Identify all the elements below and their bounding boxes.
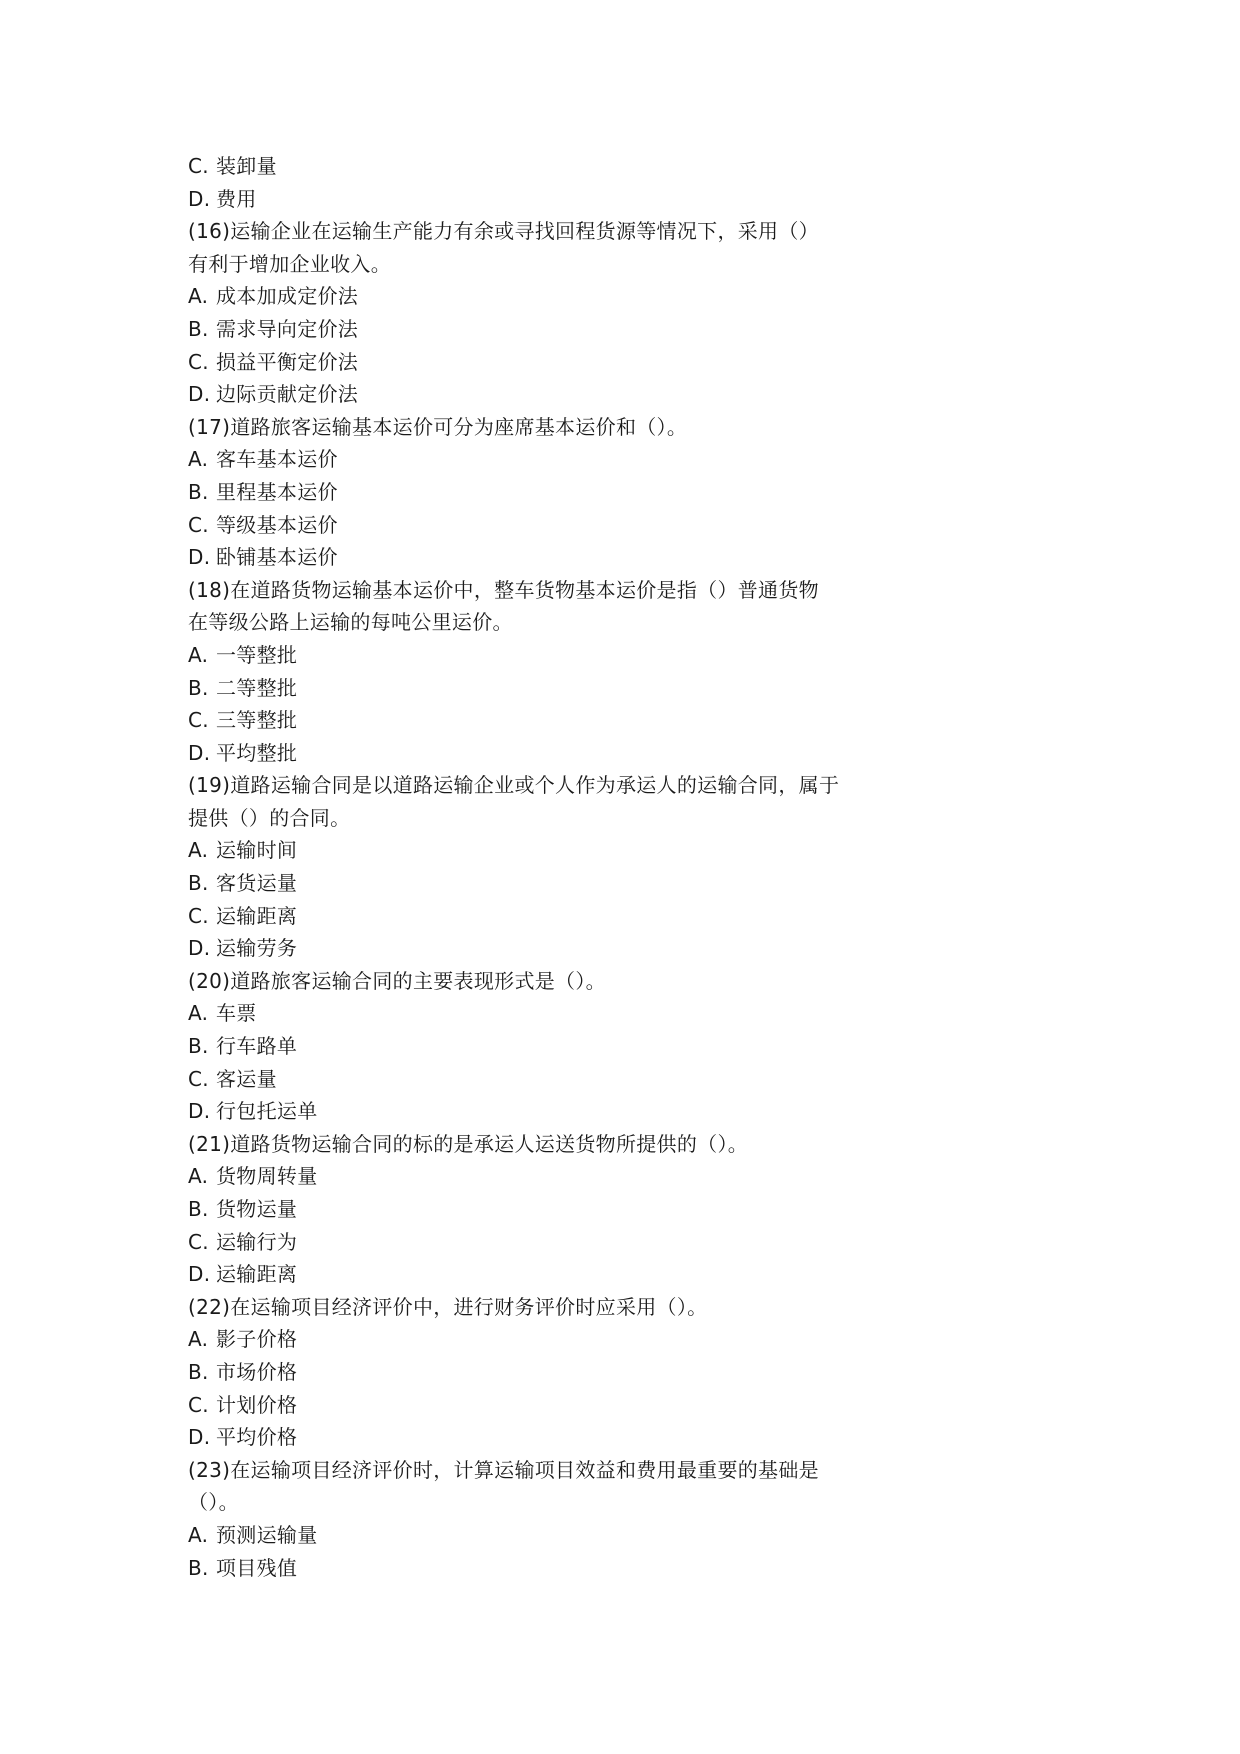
option-text: 卧铺基本运价 [216, 545, 338, 570]
answer-option [188, 443, 908, 476]
answer-option [188, 313, 908, 346]
question-text: (21)道路货物运输合同的标的是承运人运送货物所提供的（）。 [188, 1131, 749, 1156]
answer-option [188, 1389, 908, 1422]
option-text: 边际贡献定价法 [216, 382, 359, 407]
option-letter: B. [188, 1197, 209, 1221]
option-text: 三等整批 [216, 708, 298, 733]
question-text: (16)运输企业在运输生产能力有余或寻找回程货源等情况下，采用（） [188, 219, 819, 244]
answer-option [188, 704, 908, 737]
question-text: (23)在运输项目经济评价时，计算运输项目效益和费用最重要的基础是 [188, 1457, 819, 1482]
option-letter: C. [188, 1229, 209, 1254]
question-text: (22)在运输项目经济评价中，进行财务评价时应采用（）。 [188, 1294, 708, 1319]
option-text: 行车路单 [216, 1034, 298, 1059]
answer-option [188, 541, 908, 574]
question-text: (19)道路运输合同是以道路运输企业或个人作为承运人的运输合同，属于 [188, 773, 840, 798]
answer-option [188, 834, 908, 867]
answer-option [188, 1095, 908, 1128]
option-letter: C. [188, 708, 209, 733]
option-letter: A. [188, 1522, 209, 1547]
option-letter: D. [188, 545, 211, 570]
option-text: 装卸量 [216, 154, 277, 178]
answer-option [188, 1030, 908, 1063]
document-page [188, 150, 908, 1584]
option-text: 运输距离 [216, 1262, 298, 1287]
answer-option [188, 346, 908, 379]
option-text: 二等整批 [216, 675, 298, 700]
option-text: 客运量 [216, 1066, 277, 1091]
answer-option [188, 737, 908, 770]
option-text: 成本加成定价法 [216, 284, 359, 309]
option-letter: D. [188, 1262, 211, 1287]
answer-option [188, 476, 908, 509]
option-text: 客车基本运价 [216, 447, 338, 472]
answer-option [188, 1226, 908, 1259]
option-text: 需求导向定价法 [216, 316, 359, 341]
option-text: 费用 [216, 186, 257, 211]
option-text: 平均价格 [216, 1425, 298, 1450]
answer-option [188, 1421, 908, 1454]
option-letter: D. [188, 186, 211, 211]
option-letter: B. [188, 316, 209, 341]
option-letter: B. [188, 479, 209, 504]
option-letter: A. [188, 1001, 209, 1026]
option-text: 影子价格 [216, 1327, 298, 1352]
option-letter: C. [188, 1066, 209, 1091]
option-letter: D. [188, 740, 211, 765]
option-text: 货物运量 [216, 1197, 298, 1221]
option-letter: D. [188, 936, 211, 961]
option-letter: A. [188, 284, 209, 309]
answer-option [188, 509, 908, 542]
answer-option [188, 1193, 908, 1226]
option-text: 损益平衡定价法 [216, 349, 359, 374]
question-text: 有利于增加企业收入。 [188, 251, 391, 276]
answer-option [188, 1519, 908, 1552]
question-text: （）。 [188, 1490, 239, 1515]
answer-option [188, 867, 908, 900]
answer-option [188, 1323, 908, 1356]
option-letter: C. [188, 512, 209, 537]
option-text: 等级基本运价 [216, 512, 338, 537]
option-text: 运输行为 [216, 1229, 298, 1254]
option-letter: B. [188, 1034, 209, 1059]
option-letter: D. [188, 1099, 211, 1124]
answer-option [188, 378, 908, 411]
answer-option [188, 1063, 908, 1096]
option-text: 一等整批 [216, 642, 298, 667]
answer-option [188, 932, 908, 965]
option-letter: C. [188, 1392, 209, 1417]
option-letter: B. [188, 675, 209, 700]
option-text: 平均整批 [216, 740, 298, 765]
option-letter: B. [188, 871, 209, 896]
answer-option [188, 997, 908, 1030]
option-text: 里程基本运价 [216, 479, 338, 504]
option-letter: D. [188, 382, 211, 407]
option-letter: A. [188, 1164, 209, 1189]
option-letter: B. [188, 1555, 209, 1580]
question-text: 在等级公路上运输的每吨公里运价。 [188, 610, 513, 635]
question-text: 提供（）的合同。 [188, 805, 351, 830]
option-text: 项目残值 [216, 1555, 298, 1580]
option-text: 预测运输量 [216, 1522, 318, 1547]
option-letter: C. [188, 349, 209, 374]
option-letter: C. [188, 903, 209, 928]
question-text: (20)道路旅客运输合同的主要表现形式是（）。 [188, 968, 606, 993]
option-text: 市场价格 [216, 1359, 298, 1384]
answer-option [188, 900, 908, 933]
answer-option [188, 1258, 908, 1291]
answer-option [188, 639, 908, 672]
option-letter: A. [188, 1327, 209, 1352]
option-letter: A. [188, 447, 209, 472]
option-text: 运输距离 [216, 903, 298, 928]
option-text: 运输劳务 [216, 936, 298, 961]
answer-option [188, 1356, 908, 1389]
answer-option [188, 1160, 908, 1193]
question-text: (18)在道路货物运输基本运价中，整车货物基本运价是指（）普通货物 [188, 577, 819, 602]
question-text: (17)道路旅客运输基本运价可分为座席基本运价和（）。 [188, 414, 688, 439]
answer-option [188, 672, 908, 705]
option-letter: D. [188, 1425, 211, 1450]
option-text: 计划价格 [216, 1392, 298, 1417]
answer-option [188, 280, 908, 313]
option-letter: A. [188, 642, 209, 667]
option-letter: B. [188, 1359, 209, 1384]
answer-option [188, 150, 908, 183]
option-letter: C. [188, 154, 209, 178]
option-text: 货物周转量 [216, 1164, 318, 1189]
option-text: 客货运量 [216, 871, 298, 896]
option-text: 运输时间 [216, 838, 298, 863]
answer-option [188, 183, 908, 216]
answer-option [188, 1552, 908, 1585]
option-text: 车票 [216, 1001, 257, 1026]
option-letter: A. [188, 838, 209, 863]
option-text: 行包托运单 [216, 1099, 318, 1124]
